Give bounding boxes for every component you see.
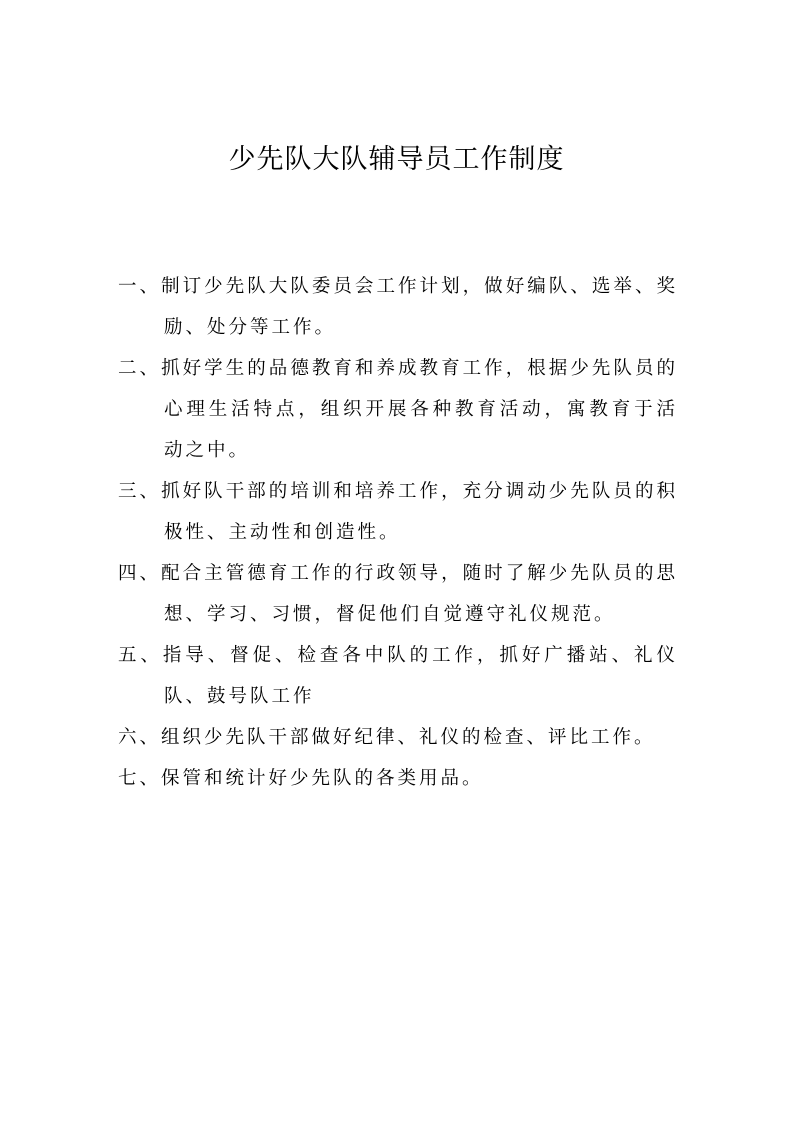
rule-item-2: 二、抓好学生的品德教育和养成教育工作，根据少先队员的心理生活特点，组织开展各种教育活动，寓教育于活动之中。 — [118, 358, 678, 461]
rule-item-4: 四、配合主管德育工作的行政领导，随时了解少先队员的思想、学习、习惯，督促他们自觉遵守礼仪规范。 — [118, 563, 678, 625]
rule-item-5: 五、指导、督促、检查各中队的工作，抓好广播站、礼仪队、鼓号队工作 — [118, 645, 678, 707]
page-title: 少先队大队辅导员工作制度 — [228, 144, 565, 175]
rules-list — [118, 266, 678, 799]
rule-item-7: 七、保管和统计好少先队的各类用品。 — [118, 768, 484, 789]
rule-item-3: 三、抓好队干部的培训和培养工作，充分调动少先队员的积极性、主动性和创造性。 — [118, 481, 678, 543]
rule-item-6: 六、组织少先队干部做好纪律、礼仪的检查、评比工作。 — [118, 727, 656, 748]
rule-item-1: 一、制订少先队大队委员会工作计划，做好编队、选举、奖励、处分等工作。 — [118, 276, 678, 338]
